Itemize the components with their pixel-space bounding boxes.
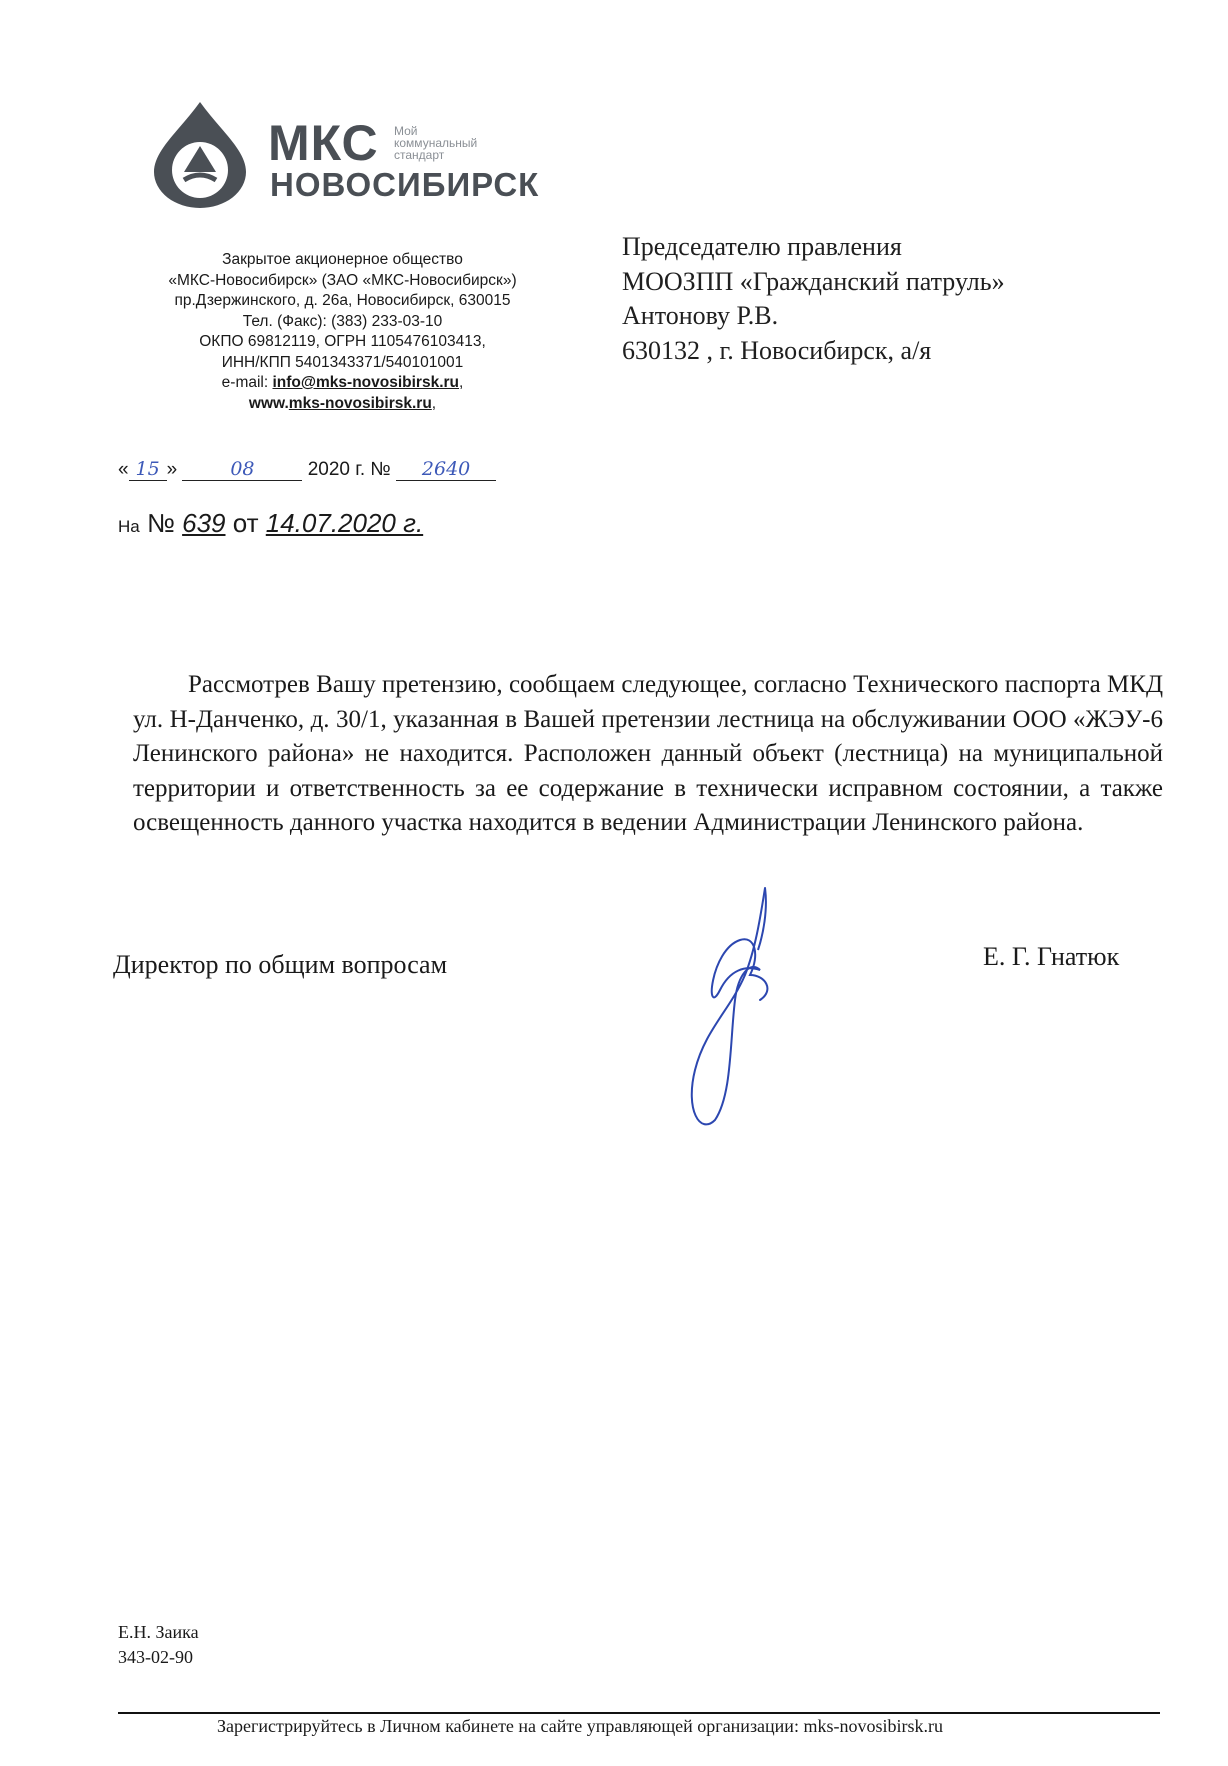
signer-title: Директор по общим вопросам bbox=[113, 950, 448, 979]
addressee-line: Председателю правления bbox=[622, 232, 902, 261]
addressee-line: МООЗПП «Гражданский патруль» bbox=[622, 266, 1005, 296]
email-link[interactable]: info@mks-novosibirsk.ru bbox=[272, 374, 460, 391]
signer-name: Е. Г. Гнатюк bbox=[983, 942, 1120, 971]
drop-logo-icon bbox=[150, 100, 250, 210]
outgoing-year: 2020 г. № bbox=[307, 459, 391, 480]
email-line: e-mail: info@mks-novosibirsk.ru, bbox=[221, 374, 464, 391]
outgoing-number: 2640 bbox=[396, 458, 496, 481]
footer-text: Зарегистрируйтесь в Личном кабинете на сайте управляющей организации: mks-novosibirsk.ru bbox=[217, 1716, 943, 1736]
company-line: Закрытое акционерное общество bbox=[222, 251, 463, 268]
addressee-line: 630132 , г. Новосибирск, а/я bbox=[622, 335, 932, 365]
company-line: пр.Дзержинского, д. 26а, Новосибирск, 630015 bbox=[174, 292, 511, 309]
company-line: ИНН/КПП 5401343371/540101001 bbox=[221, 353, 464, 371]
company-info bbox=[150, 250, 535, 414]
outgoing-month: 08 bbox=[182, 458, 302, 481]
reference-date: 14.07.2020 г. bbox=[265, 508, 424, 538]
website-link[interactable]: mks-novosibirsk.ru bbox=[288, 394, 432, 412]
company-line: ОКПО 69812119, ОГРН 1105476103413, bbox=[199, 333, 486, 350]
outgoing-day: 15 bbox=[129, 458, 167, 481]
logo-city: НОВОСИБИРСК bbox=[270, 166, 540, 203]
letter-body: Рассмотрев Вашу претензию, сообщаем следующее, согласно Технического паспорта МКД ул. Н-Данченко, д. 30/1, указанная в Вашей претензии лестница на обслуживании ООО «ЖЭУ-6 Ленинского района» не находится. Расположен данный объект (лестница) на муниципальной территории и ответственность за ее содержание в технически исправном состоянии, а также освещенность данного участка находится в ведении Администрации Ленинского района. bbox=[133, 671, 1163, 836]
executor-phone: 343-02-90 bbox=[118, 1647, 193, 1667]
handwritten-signature bbox=[660, 880, 790, 1140]
website-line: www.mks-novosibirsk.ru, bbox=[248, 394, 437, 412]
logo-tagline: Мой коммунальный стандарт bbox=[394, 124, 478, 162]
addressee-line: Антонову Р.В. bbox=[622, 301, 779, 330]
reference-line: На № 639 от 14.07.2020 г. bbox=[118, 508, 424, 538]
footer-divider bbox=[118, 1712, 1160, 1714]
logo-brand: МКС bbox=[268, 115, 379, 171]
reference-number: 639 bbox=[182, 508, 226, 538]
executor-name: Е.Н. Заика bbox=[118, 1622, 199, 1642]
company-line: Тел. (Факс): (383) 233-03-10 bbox=[242, 312, 443, 330]
company-line: «МКС-Новосибирск» (ЗАО «МКС-Новосибирск») bbox=[168, 271, 517, 289]
executor-info bbox=[118, 1620, 199, 1670]
addressee-block bbox=[622, 230, 1005, 368]
outgoing-date-number: « 15 » 08 2020 г. № 2640 bbox=[118, 458, 496, 481]
